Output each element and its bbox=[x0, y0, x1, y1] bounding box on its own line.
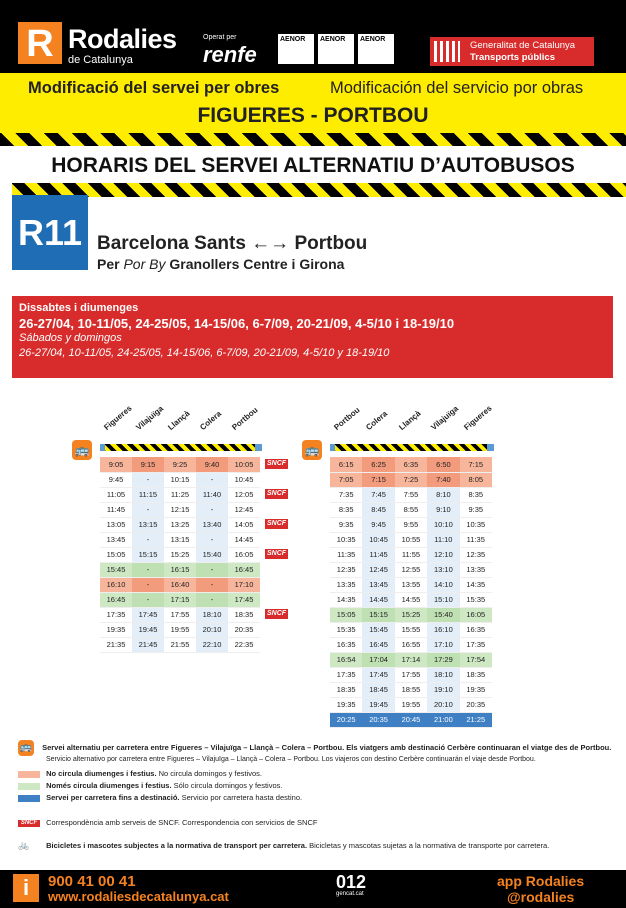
time-cell: - bbox=[132, 532, 164, 547]
via-route: Granollers Centre i Girona bbox=[169, 256, 345, 272]
time-cell: 7:55 bbox=[395, 487, 427, 502]
table-row bbox=[100, 622, 260, 637]
table-row bbox=[330, 637, 492, 652]
time-cell: 17:10 bbox=[427, 637, 459, 652]
time-cell: - bbox=[196, 472, 228, 487]
time-cell: 9:25 bbox=[164, 457, 196, 472]
gencat-name: Generalitat de Catalunya bbox=[470, 40, 576, 51]
time-cell: 12:10 bbox=[427, 547, 459, 562]
gencat-logo bbox=[430, 37, 594, 66]
table-row bbox=[100, 577, 260, 592]
time-cell: 20:35 bbox=[228, 622, 260, 637]
time-cell: 10:55 bbox=[395, 532, 427, 547]
time-cell: - bbox=[132, 577, 164, 592]
time-cell: 16:10 bbox=[100, 577, 132, 592]
station-header: Colera bbox=[364, 409, 390, 432]
time-cell: 7:25 bbox=[395, 472, 427, 487]
time-cell: 14:45 bbox=[362, 592, 394, 607]
table-row bbox=[100, 562, 260, 577]
time-cell: 13:35 bbox=[330, 577, 362, 592]
time-cell: 6:50 bbox=[427, 457, 459, 472]
station-header: Llançà bbox=[166, 408, 192, 432]
time-cell: 14:55 bbox=[395, 592, 427, 607]
hazard-stripe bbox=[100, 444, 260, 451]
time-cell: 16:54 bbox=[330, 652, 362, 667]
time-cell: 13:40 bbox=[196, 517, 228, 532]
time-cell: 15:15 bbox=[132, 547, 164, 562]
time-cell: 9:40 bbox=[196, 457, 228, 472]
line-destination: Barcelona Sants ←→ Portbou bbox=[97, 233, 368, 254]
time-cell: 6:35 bbox=[395, 457, 427, 472]
legend-red bbox=[18, 769, 262, 778]
time-cell: 21:00 bbox=[427, 712, 459, 727]
legend-red-ca: No circula diumenges i festius. bbox=[46, 769, 157, 778]
time-cell: 16:45 bbox=[228, 562, 260, 577]
time-cell: 17:04 bbox=[362, 652, 394, 667]
time-cell: 20:10 bbox=[196, 622, 228, 637]
brand-subtitle: de Catalunya bbox=[68, 54, 133, 66]
time-cell: - bbox=[196, 532, 228, 547]
time-cell: 15:05 bbox=[330, 607, 362, 622]
time-cell: 21:25 bbox=[460, 712, 492, 727]
time-cell: 18:35 bbox=[228, 607, 260, 622]
time-cell: 20:25 bbox=[330, 712, 362, 727]
time-cell: 15:10 bbox=[427, 592, 459, 607]
time-cell: 12:35 bbox=[330, 562, 362, 577]
time-cell: 9:35 bbox=[460, 502, 492, 517]
time-cell: 7:15 bbox=[362, 472, 394, 487]
time-cell: 20:10 bbox=[427, 697, 459, 712]
legend-sncf-es: Correspondencia con servicios de SNCF bbox=[182, 818, 318, 827]
station-header: Llançà bbox=[397, 408, 423, 432]
table-row bbox=[100, 487, 260, 502]
legend-blue bbox=[18, 793, 302, 802]
time-cell: 12:55 bbox=[395, 562, 427, 577]
time-cell: 9:45 bbox=[100, 472, 132, 487]
gencat-012-sub: gencat.cat bbox=[336, 891, 364, 897]
time-cell: 6:25 bbox=[362, 457, 394, 472]
time-cell: 17:35 bbox=[100, 607, 132, 622]
route-marker bbox=[100, 444, 105, 451]
time-cell: 11:40 bbox=[196, 487, 228, 502]
hazard-stripe bbox=[0, 133, 626, 146]
time-cell: 17:45 bbox=[132, 607, 164, 622]
legend-bike bbox=[18, 840, 549, 851]
time-cell: 16:40 bbox=[164, 577, 196, 592]
legend-bus bbox=[18, 740, 611, 756]
time-cell: 8:55 bbox=[395, 502, 427, 517]
aenor-badge: AENOR bbox=[278, 34, 314, 64]
time-cell: 10:45 bbox=[228, 472, 260, 487]
operated-by-label: Operat per bbox=[203, 34, 237, 41]
via-en: By bbox=[149, 256, 166, 272]
time-cell: 15:25 bbox=[395, 607, 427, 622]
time-cell: 15:35 bbox=[460, 592, 492, 607]
time-cell: - bbox=[196, 562, 228, 577]
time-cell: - bbox=[132, 562, 164, 577]
time-cell: 12:45 bbox=[228, 502, 260, 517]
time-cell: 16:55 bbox=[395, 637, 427, 652]
time-cell: 9:55 bbox=[395, 517, 427, 532]
time-cell: 12:45 bbox=[362, 562, 394, 577]
table-row bbox=[330, 682, 492, 697]
time-cell: 8:10 bbox=[427, 487, 459, 502]
table-row bbox=[330, 667, 492, 682]
time-cell: 19:35 bbox=[460, 682, 492, 697]
info-icon: i bbox=[13, 874, 39, 902]
time-cell: 10:35 bbox=[330, 532, 362, 547]
banner-title-spanish: Modificación del servicio por obras bbox=[330, 79, 584, 97]
time-cell: 7:05 bbox=[330, 472, 362, 487]
table-row bbox=[100, 637, 260, 652]
time-cell: 11:35 bbox=[460, 532, 492, 547]
time-cell: 9:35 bbox=[330, 517, 362, 532]
table-row bbox=[330, 547, 492, 562]
page-subtitle: HORARIS DEL SERVEI ALTERNATIU D’AUTOBUSOS bbox=[51, 154, 575, 177]
time-cell: 18:35 bbox=[460, 667, 492, 682]
time-cell: - bbox=[132, 472, 164, 487]
table-row bbox=[330, 517, 492, 532]
aenor-badge: AENOR bbox=[358, 34, 394, 64]
legend-sncf-ca: Correspondència amb serveis de SNCF. bbox=[46, 818, 180, 827]
green-swatch bbox=[18, 783, 40, 790]
time-cell: 19:55 bbox=[395, 697, 427, 712]
legend-green-ca: Només circula diumenges i festius. bbox=[46, 781, 172, 790]
time-cell: 20:35 bbox=[460, 697, 492, 712]
table-row bbox=[330, 472, 492, 487]
time-cell: 15:35 bbox=[330, 622, 362, 637]
time-cell: 13:45 bbox=[100, 532, 132, 547]
table-row bbox=[100, 517, 260, 532]
dates-label-ca: Dissabtes i diumenges bbox=[19, 302, 139, 314]
time-cell: 21:55 bbox=[164, 637, 196, 652]
time-cell: 17:10 bbox=[228, 577, 260, 592]
time-cell: 15:45 bbox=[100, 562, 132, 577]
time-cell: 7:40 bbox=[427, 472, 459, 487]
time-cell: 13:45 bbox=[362, 577, 394, 592]
time-cell: 16:10 bbox=[427, 622, 459, 637]
table-row bbox=[330, 592, 492, 607]
bus-icon: 🚌 bbox=[72, 440, 92, 460]
station-header: Vilajuïga bbox=[429, 404, 461, 432]
time-cell: 9:05 bbox=[100, 457, 132, 472]
time-cell: 13:55 bbox=[395, 577, 427, 592]
time-cell: 14:35 bbox=[460, 577, 492, 592]
time-cell: 8:05 bbox=[460, 472, 492, 487]
sncf-logo: SNCF bbox=[266, 610, 287, 617]
time-cell: 14:45 bbox=[228, 532, 260, 547]
legend-sncf bbox=[18, 818, 317, 827]
time-cell: 17:55 bbox=[164, 607, 196, 622]
time-cell: 15:40 bbox=[196, 547, 228, 562]
renfe-logo: renfe bbox=[203, 42, 257, 67]
time-cell: 10:15 bbox=[164, 472, 196, 487]
table-row bbox=[100, 472, 260, 487]
table-row bbox=[100, 547, 260, 562]
twitter-handle[interactable]: @rodalies bbox=[507, 889, 575, 905]
bus-icon: 🚌 bbox=[302, 440, 322, 460]
banner-route: FIGUERES - PORTBOU bbox=[197, 104, 429, 127]
phone-number[interactable]: 900 41 00 41 bbox=[48, 873, 136, 890]
time-cell: 15:25 bbox=[164, 547, 196, 562]
station-header: Portbou bbox=[230, 405, 260, 432]
legend-blue-es: Servicio por carretera hasta destino. bbox=[181, 793, 303, 802]
time-cell: 15:40 bbox=[427, 607, 459, 622]
time-cell: 12:05 bbox=[228, 487, 260, 502]
time-cell: 19:10 bbox=[427, 682, 459, 697]
time-cell: 17:29 bbox=[427, 652, 459, 667]
dates-box bbox=[12, 296, 613, 378]
sncf-logo: SNCF bbox=[266, 520, 287, 527]
station-header: Colera bbox=[198, 409, 224, 432]
time-cell: 16:35 bbox=[460, 622, 492, 637]
route-marker bbox=[255, 444, 262, 451]
time-cell: 16:45 bbox=[362, 637, 394, 652]
sncf-logo: SNCF bbox=[18, 820, 40, 827]
time-cell: 18:10 bbox=[427, 667, 459, 682]
station-header: Figueres bbox=[102, 403, 134, 432]
bus-icon: 🚌 bbox=[18, 740, 34, 756]
gencat-transport: Transports públics bbox=[470, 52, 555, 63]
time-cell: 16:05 bbox=[460, 607, 492, 622]
time-cell: 11:25 bbox=[164, 487, 196, 502]
route-marker bbox=[487, 444, 494, 451]
time-cell: 17:35 bbox=[460, 637, 492, 652]
time-cell: 7:35 bbox=[330, 487, 362, 502]
time-cell: 22:35 bbox=[228, 637, 260, 652]
brand-name: Rodalies bbox=[68, 24, 177, 54]
station-header: Vilajuïga bbox=[134, 404, 166, 432]
aenor-badge: AENOR bbox=[318, 34, 354, 64]
time-cell: - bbox=[196, 577, 228, 592]
time-cell: 15:05 bbox=[100, 547, 132, 562]
time-cell: 17:45 bbox=[228, 592, 260, 607]
legend-green bbox=[18, 781, 282, 790]
legend-blue-ca: Servei per carretera fins a destinació. bbox=[46, 793, 180, 802]
table-row bbox=[100, 592, 260, 607]
time-cell: 12:35 bbox=[460, 547, 492, 562]
table-row bbox=[330, 652, 492, 667]
table-row bbox=[100, 457, 260, 472]
time-cell: 9:45 bbox=[362, 517, 394, 532]
time-cell: 8:35 bbox=[460, 487, 492, 502]
time-cell: 14:35 bbox=[330, 592, 362, 607]
time-cell: 17:14 bbox=[395, 652, 427, 667]
time-cell: 11:45 bbox=[100, 502, 132, 517]
stripe-mask bbox=[0, 183, 12, 197]
time-cell: 9:10 bbox=[427, 502, 459, 517]
time-cell: 14:05 bbox=[228, 517, 260, 532]
time-cell: 10:05 bbox=[228, 457, 260, 472]
blue-swatch bbox=[18, 795, 40, 802]
route-marker bbox=[330, 444, 335, 451]
time-cell: 11:05 bbox=[100, 487, 132, 502]
time-cell: 22:10 bbox=[196, 637, 228, 652]
time-cell: 13:10 bbox=[427, 562, 459, 577]
time-cell: 15:55 bbox=[395, 622, 427, 637]
time-cell: 19:35 bbox=[100, 622, 132, 637]
time-cell: 6:15 bbox=[330, 457, 362, 472]
time-cell: 13:05 bbox=[100, 517, 132, 532]
time-cell: 17:15 bbox=[164, 592, 196, 607]
legend-bike-es: Bicicletas y mascotas sujetas a la normativa de transporte por carretera. bbox=[309, 841, 550, 850]
time-cell: 18:10 bbox=[196, 607, 228, 622]
time-cell: 20:45 bbox=[395, 712, 427, 727]
table-row bbox=[330, 622, 492, 637]
banner-title-catalan: Modificació del servei per obres bbox=[28, 79, 280, 97]
legend-red-es: No circula domingos y festivos. bbox=[158, 769, 263, 778]
timetable-figueres-portbou bbox=[100, 457, 260, 653]
station-header: Figueres bbox=[461, 403, 494, 432]
time-cell: 15:15 bbox=[362, 607, 394, 622]
table-row bbox=[100, 502, 260, 517]
line-badge: R11 bbox=[12, 195, 88, 270]
time-cell: 13:35 bbox=[460, 562, 492, 577]
time-cell: 17:35 bbox=[330, 667, 362, 682]
gencat-emblem-icon bbox=[434, 41, 460, 62]
time-cell: 9:15 bbox=[132, 457, 164, 472]
red-swatch bbox=[18, 771, 40, 778]
via-ca: Per bbox=[97, 256, 120, 272]
time-cell: 11:45 bbox=[362, 547, 394, 562]
dates-label-es: Sábados y domingos bbox=[19, 332, 122, 344]
table-row bbox=[100, 607, 260, 622]
time-cell: 11:10 bbox=[427, 532, 459, 547]
time-cell: 17:55 bbox=[395, 667, 427, 682]
time-cell: 17:54 bbox=[460, 652, 492, 667]
time-cell: 13:15 bbox=[164, 532, 196, 547]
legend-green-es: Sólo circula domingos y festivos. bbox=[173, 781, 283, 790]
time-cell: - bbox=[196, 592, 228, 607]
sncf-logo: SNCF bbox=[266, 490, 287, 497]
time-cell: 21:45 bbox=[132, 637, 164, 652]
table-row bbox=[330, 562, 492, 577]
time-cell: 16:45 bbox=[100, 592, 132, 607]
time-cell: 18:55 bbox=[395, 682, 427, 697]
table-row bbox=[330, 502, 492, 517]
time-cell: 20:35 bbox=[362, 712, 394, 727]
time-cell: 18:45 bbox=[362, 682, 394, 697]
time-cell: 13:15 bbox=[132, 517, 164, 532]
time-cell: 7:45 bbox=[362, 487, 394, 502]
legend-bus-es: Servicio alternativo por carretera entre Figueres – Vilajuïga – Llançà – Colera – Portbou. Los viajeros con destino Cerbère continuarán el viaje desde Portbou. bbox=[46, 756, 536, 763]
time-cell: 8:45 bbox=[362, 502, 394, 517]
time-cell: 17:45 bbox=[362, 667, 394, 682]
website-link[interactable]: www.rodaliesdecatalunya.cat bbox=[48, 889, 229, 904]
legend-bus-ca: Servei alternatiu per carretera entre Figueres – Vilajuïga – Llançà – Colera – Portbou. Els viatgers amb destinació Cerbère continuaran el viatge des de Portbou. bbox=[42, 742, 612, 752]
sncf-logo: SNCF bbox=[266, 550, 287, 557]
line-via bbox=[97, 256, 344, 272]
time-cell: 10:35 bbox=[460, 517, 492, 532]
dates-list-es: 26-27/04, 10-11/05, 24-25/05, 14-15/06, 6-7/09, 20-21/09, 4-5/10 y 18-19/10 bbox=[19, 347, 390, 359]
time-cell: 13:25 bbox=[164, 517, 196, 532]
time-cell: 11:15 bbox=[132, 487, 164, 502]
time-cell: - bbox=[132, 592, 164, 607]
time-cell: 19:35 bbox=[330, 697, 362, 712]
bicycle-icon: 🚲 bbox=[18, 840, 30, 850]
app-link[interactable]: app Rodalies bbox=[497, 873, 585, 889]
time-cell: 16:35 bbox=[330, 637, 362, 652]
table-row bbox=[330, 457, 492, 472]
time-cell: 10:10 bbox=[427, 517, 459, 532]
table-row bbox=[100, 532, 260, 547]
table-row bbox=[330, 532, 492, 547]
sncf-logo: SNCF bbox=[266, 460, 287, 467]
table-row bbox=[330, 607, 492, 622]
table-row bbox=[330, 712, 492, 727]
time-cell: 16:05 bbox=[228, 547, 260, 562]
table-row bbox=[330, 577, 492, 592]
time-cell: 11:35 bbox=[330, 547, 362, 562]
time-cell: 12:15 bbox=[164, 502, 196, 517]
time-cell: 11:55 bbox=[395, 547, 427, 562]
time-cell: 19:45 bbox=[362, 697, 394, 712]
timetable-portbou-figueres bbox=[330, 457, 492, 728]
gencat-012: 012 bbox=[336, 872, 367, 892]
station-header: Portbou bbox=[332, 405, 362, 432]
via-es: Por bbox=[123, 256, 146, 272]
time-cell: 16:15 bbox=[164, 562, 196, 577]
time-cell: 14:10 bbox=[427, 577, 459, 592]
time-cell: 18:35 bbox=[330, 682, 362, 697]
hazard-stripe bbox=[330, 444, 492, 451]
time-cell: 10:45 bbox=[362, 532, 394, 547]
time-cell: 7:15 bbox=[460, 457, 492, 472]
time-cell: - bbox=[196, 502, 228, 517]
time-cell: 21:35 bbox=[100, 637, 132, 652]
time-cell: 15:45 bbox=[362, 622, 394, 637]
legend-bike-ca: Bicicletes i mascotes subjectes a la normativa de transport per carretera. bbox=[46, 841, 308, 850]
time-cell: 19:45 bbox=[132, 622, 164, 637]
rodalies-logo-icon: R bbox=[18, 22, 62, 64]
time-cell: 8:35 bbox=[330, 502, 362, 517]
time-cell: 19:55 bbox=[164, 622, 196, 637]
table-row bbox=[330, 697, 492, 712]
hazard-stripe bbox=[0, 183, 626, 197]
dates-list-ca: 26-27/04, 10-11/05, 24-25/05, 14-15/06, 6-7/09, 20-21/09, 4-5/10 i 18-19/10 bbox=[19, 316, 455, 331]
time-cell: - bbox=[132, 502, 164, 517]
table-row bbox=[330, 487, 492, 502]
